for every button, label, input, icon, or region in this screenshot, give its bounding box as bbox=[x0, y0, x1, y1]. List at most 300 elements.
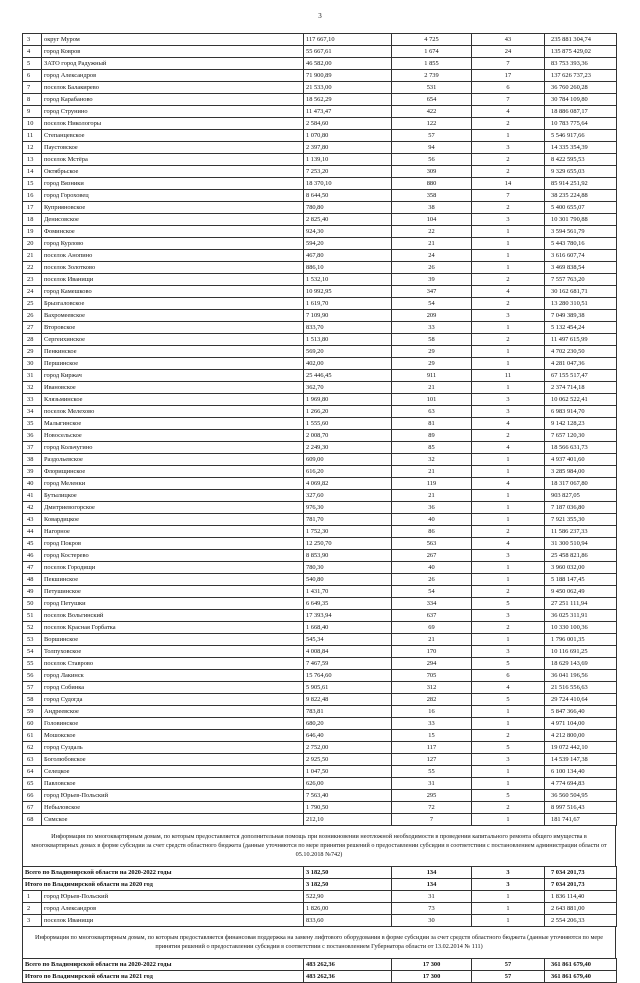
row-number: 20 bbox=[23, 238, 42, 250]
table-row bbox=[23, 903, 617, 915]
municipality-name: город Покров bbox=[42, 538, 304, 550]
total-amount: 361 861 679,40 bbox=[545, 959, 617, 971]
amount-cell: 10 783 775,64 bbox=[545, 118, 617, 130]
row-number: 33 bbox=[23, 394, 42, 406]
amount-cell: 7 557 763,20 bbox=[545, 274, 617, 286]
houses-cell: 1 bbox=[472, 706, 545, 718]
residents-cell: 295 bbox=[392, 790, 472, 802]
residents-cell: 1 674 bbox=[392, 46, 472, 58]
table-row bbox=[23, 778, 617, 790]
area-cell: 924,30 bbox=[304, 226, 392, 238]
table-row bbox=[23, 46, 617, 58]
houses-cell: 1 bbox=[472, 358, 545, 370]
table-row bbox=[23, 466, 617, 478]
document-sheet bbox=[22, 33, 616, 983]
amount-cell: 21 516 556,63 bbox=[545, 682, 617, 694]
residents-cell: 29 bbox=[392, 358, 472, 370]
row-number: 44 bbox=[23, 526, 42, 538]
main-table bbox=[22, 33, 617, 826]
area-cell: 7 109,90 bbox=[304, 310, 392, 322]
houses-cell: 5 bbox=[472, 790, 545, 802]
note-elevator-replacement: Информация по многоквартирным домам, по которым предоставляется финансовая поддержка на замену лифтового оборудования в форме субсидии за счет средств областного бюджета (данные уточняются по мере принятия решений о предоставлении субсидии в соответствии с постановлением Губернатора области от 13.02.2014 № 111) bbox=[22, 927, 616, 958]
amount-cell: 181 741,67 bbox=[545, 814, 617, 826]
residents-cell: 21 bbox=[392, 490, 472, 502]
row-number: 3 bbox=[23, 34, 42, 46]
total-residents: 134 bbox=[392, 867, 472, 879]
table-row bbox=[23, 538, 617, 550]
row-number: 51 bbox=[23, 610, 42, 622]
area-cell: 25 446,45 bbox=[304, 370, 392, 382]
row-number: 43 bbox=[23, 514, 42, 526]
houses-cell: 2 bbox=[472, 526, 545, 538]
table-row bbox=[23, 634, 617, 646]
table-row bbox=[23, 118, 617, 130]
municipality-name: город Петушки bbox=[42, 598, 304, 610]
municipality-name: поселок Мелехово bbox=[42, 406, 304, 418]
municipality-name: город Александров bbox=[42, 903, 304, 915]
municipality-name: город Юрьев-Польский bbox=[42, 891, 304, 903]
area-cell: 1 139,10 bbox=[304, 154, 392, 166]
residents-cell: 563 bbox=[392, 538, 472, 550]
amount-cell: 9 329 655,03 bbox=[545, 166, 617, 178]
table-row bbox=[23, 502, 617, 514]
row-number: 49 bbox=[23, 586, 42, 598]
area-cell: 2 397,80 bbox=[304, 142, 392, 154]
area-cell: 1 668,40 bbox=[304, 622, 392, 634]
houses-cell: 1 bbox=[472, 346, 545, 358]
residents-cell: 56 bbox=[392, 154, 472, 166]
table-row bbox=[23, 478, 617, 490]
row-number: 68 bbox=[23, 814, 42, 826]
houses-cell: 4 bbox=[472, 442, 545, 454]
total-residents: 134 bbox=[392, 879, 472, 891]
houses-cell: 3 bbox=[472, 646, 545, 658]
table-row bbox=[23, 298, 617, 310]
total-row bbox=[23, 971, 617, 983]
area-cell: 1 790,50 bbox=[304, 802, 392, 814]
houses-cell: 1 bbox=[472, 262, 545, 274]
municipality-name: поселок Вольгинский bbox=[42, 610, 304, 622]
residents-cell: 119 bbox=[392, 478, 472, 490]
area-cell: 8 644,50 bbox=[304, 190, 392, 202]
row-number: 24 bbox=[23, 286, 42, 298]
amount-cell: 83 753 393,36 bbox=[545, 58, 617, 70]
amount-cell: 29 724 410,64 bbox=[545, 694, 617, 706]
table-row bbox=[23, 454, 617, 466]
area-cell: 1 619,70 bbox=[304, 298, 392, 310]
total-amount: 7 034 201,73 bbox=[545, 867, 617, 879]
houses-cell: 2 bbox=[472, 730, 545, 742]
municipality-name: Толпуховское bbox=[42, 646, 304, 658]
table-row bbox=[23, 58, 617, 70]
municipality-name: Брызгаловское bbox=[42, 298, 304, 310]
table-row bbox=[23, 406, 617, 418]
residents-cell: 101 bbox=[392, 394, 472, 406]
houses-cell: 2 bbox=[472, 166, 545, 178]
table-row bbox=[23, 562, 617, 574]
municipality-name: Октябрьское bbox=[42, 166, 304, 178]
municipality-name: Першинское bbox=[42, 358, 304, 370]
amount-cell: 36 041 196,56 bbox=[545, 670, 617, 682]
total-row bbox=[23, 959, 617, 971]
municipality-name: Петушинское bbox=[42, 586, 304, 598]
residents-cell: 86 bbox=[392, 526, 472, 538]
area-cell: 646,40 bbox=[304, 730, 392, 742]
total-houses: 57 bbox=[472, 971, 545, 983]
houses-cell: 3 bbox=[472, 550, 545, 562]
row-number: 61 bbox=[23, 730, 42, 742]
area-cell: 2 925,50 bbox=[304, 754, 392, 766]
row-number: 63 bbox=[23, 754, 42, 766]
total-residents: 17 300 bbox=[392, 971, 472, 983]
houses-cell: 2 bbox=[472, 622, 545, 634]
area-cell: 2 008,70 bbox=[304, 430, 392, 442]
houses-cell: 2 bbox=[472, 154, 545, 166]
total-area: 483 262,36 bbox=[304, 959, 392, 971]
area-cell: 616,20 bbox=[304, 466, 392, 478]
houses-cell: 6 bbox=[472, 82, 545, 94]
amount-cell: 11 497 615,99 bbox=[545, 334, 617, 346]
amount-cell: 3 616 607,74 bbox=[545, 250, 617, 262]
table-row bbox=[23, 130, 617, 142]
area-cell: 2 825,40 bbox=[304, 214, 392, 226]
residents-cell: 40 bbox=[392, 562, 472, 574]
row-number: 58 bbox=[23, 694, 42, 706]
table-row bbox=[23, 70, 617, 82]
residents-cell: 72 bbox=[392, 802, 472, 814]
houses-cell: 1 bbox=[472, 778, 545, 790]
residents-cell: 33 bbox=[392, 718, 472, 730]
table-row bbox=[23, 346, 617, 358]
municipality-name: поселок Иванищи bbox=[42, 915, 304, 927]
area-cell: 12 250,70 bbox=[304, 538, 392, 550]
area-cell: 18 370,10 bbox=[304, 178, 392, 190]
amount-cell: 135 875 429,02 bbox=[545, 46, 617, 58]
residents-cell: 94 bbox=[392, 142, 472, 154]
table-row bbox=[23, 622, 617, 634]
table-row bbox=[23, 766, 617, 778]
table-row bbox=[23, 394, 617, 406]
municipality-name: город Вязники bbox=[42, 178, 304, 190]
table-row bbox=[23, 706, 617, 718]
municipality-name: Паустовское bbox=[42, 142, 304, 154]
amount-cell: 2 643 881,00 bbox=[545, 903, 617, 915]
houses-cell: 2 bbox=[472, 274, 545, 286]
municipality-name: город Струнино bbox=[42, 106, 304, 118]
table-row bbox=[23, 754, 617, 766]
amount-cell: 6 983 914,70 bbox=[545, 406, 617, 418]
table-row bbox=[23, 730, 617, 742]
amount-cell: 18 629 143,69 bbox=[545, 658, 617, 670]
houses-cell: 2 bbox=[472, 802, 545, 814]
residents-cell: 309 bbox=[392, 166, 472, 178]
houses-cell: 3 bbox=[472, 406, 545, 418]
residents-cell: 705 bbox=[392, 670, 472, 682]
row-number: 17 bbox=[23, 202, 42, 214]
residents-cell: 637 bbox=[392, 610, 472, 622]
amount-cell: 4 937 401,60 bbox=[545, 454, 617, 466]
amount-cell: 13 280 310,51 bbox=[545, 298, 617, 310]
row-number: 66 bbox=[23, 790, 42, 802]
municipality-name: Раздольевское bbox=[42, 454, 304, 466]
residents-cell: 24 bbox=[392, 250, 472, 262]
houses-cell: 3 bbox=[472, 142, 545, 154]
residents-cell: 294 bbox=[392, 658, 472, 670]
row-number: 1 bbox=[23, 891, 42, 903]
row-number: 4 bbox=[23, 46, 42, 58]
table-row bbox=[23, 814, 617, 826]
total-houses: 57 bbox=[472, 959, 545, 971]
municipality-name: Ивановское bbox=[42, 382, 304, 394]
area-cell: 7 563,40 bbox=[304, 790, 392, 802]
area-cell: 833,60 bbox=[304, 915, 392, 927]
residents-cell: 422 bbox=[392, 106, 472, 118]
houses-cell: 1 bbox=[472, 226, 545, 238]
municipality-name: Клязьминское bbox=[42, 394, 304, 406]
row-number: 10 bbox=[23, 118, 42, 130]
municipality-name: город Суздаль bbox=[42, 742, 304, 754]
municipality-name: Нагорное bbox=[42, 526, 304, 538]
residents-cell: 39 bbox=[392, 274, 472, 286]
area-cell: 626,00 bbox=[304, 778, 392, 790]
area-cell: 5 905,61 bbox=[304, 682, 392, 694]
area-cell: 15 764,60 bbox=[304, 670, 392, 682]
residents-cell: 81 bbox=[392, 418, 472, 430]
amount-cell: 18 317 067,80 bbox=[545, 478, 617, 490]
amount-cell: 7 921 355,30 bbox=[545, 514, 617, 526]
residents-cell: 21 bbox=[392, 238, 472, 250]
area-cell: 7 253,20 bbox=[304, 166, 392, 178]
residents-cell: 33 bbox=[392, 322, 472, 334]
table-row bbox=[23, 586, 617, 598]
area-cell: 569,20 bbox=[304, 346, 392, 358]
residents-cell: 32 bbox=[392, 454, 472, 466]
amount-cell: 67 155 517,47 bbox=[545, 370, 617, 382]
residents-cell: 880 bbox=[392, 178, 472, 190]
residents-cell: 531 bbox=[392, 82, 472, 94]
table-row bbox=[23, 202, 617, 214]
residents-cell: 36 bbox=[392, 502, 472, 514]
row-number: 16 bbox=[23, 190, 42, 202]
houses-cell: 4 bbox=[472, 478, 545, 490]
table-row bbox=[23, 334, 617, 346]
table-row bbox=[23, 178, 617, 190]
amount-cell: 903 827,05 bbox=[545, 490, 617, 502]
row-number: 3 bbox=[23, 915, 42, 927]
total-row bbox=[23, 879, 617, 891]
amount-cell: 3 285 984,00 bbox=[545, 466, 617, 478]
houses-cell: 3 bbox=[472, 610, 545, 622]
row-number: 34 bbox=[23, 406, 42, 418]
area-cell: 212,10 bbox=[304, 814, 392, 826]
houses-cell: 7 bbox=[472, 190, 545, 202]
municipality-name: поселок Золотково bbox=[42, 262, 304, 274]
row-number: 53 bbox=[23, 634, 42, 646]
municipality-name: Небыловское bbox=[42, 802, 304, 814]
houses-cell: 3 bbox=[472, 394, 545, 406]
houses-cell: 4 bbox=[472, 106, 545, 118]
houses-cell: 1 bbox=[472, 490, 545, 502]
residents-cell: 209 bbox=[392, 310, 472, 322]
total-label: Всего по Владимирской области на 2020-2022 годы bbox=[23, 959, 304, 971]
municipality-name: Ковардицкое bbox=[42, 514, 304, 526]
total-residents: 17 300 bbox=[392, 959, 472, 971]
amount-cell: 19 072 442,10 bbox=[545, 742, 617, 754]
area-cell: 1 555,60 bbox=[304, 418, 392, 430]
amount-cell: 5 188 147,45 bbox=[545, 574, 617, 586]
row-number: 37 bbox=[23, 442, 42, 454]
row-number: 65 bbox=[23, 778, 42, 790]
houses-cell: 1 bbox=[472, 514, 545, 526]
houses-cell: 1 bbox=[472, 322, 545, 334]
houses-cell: 2 bbox=[472, 202, 545, 214]
area-cell: 1 047,50 bbox=[304, 766, 392, 778]
amount-cell: 235 881 304,74 bbox=[545, 34, 617, 46]
table-row bbox=[23, 550, 617, 562]
houses-cell: 1 bbox=[472, 891, 545, 903]
area-cell: 1 752,30 bbox=[304, 526, 392, 538]
area-cell: 117 667,10 bbox=[304, 34, 392, 46]
totals-table-2 bbox=[22, 958, 617, 983]
row-number: 26 bbox=[23, 310, 42, 322]
municipality-name: Дмитриевогорское bbox=[42, 502, 304, 514]
table-row bbox=[23, 646, 617, 658]
row-number: 7 bbox=[23, 82, 42, 94]
table-row bbox=[23, 286, 617, 298]
residents-cell: 127 bbox=[392, 754, 472, 766]
area-cell: 10 992,95 bbox=[304, 286, 392, 298]
amount-cell: 8 422 595,53 bbox=[545, 154, 617, 166]
amount-cell: 9 142 128,23 bbox=[545, 418, 617, 430]
municipality-name: город Судогда bbox=[42, 694, 304, 706]
amount-cell: 7 657 120,30 bbox=[545, 430, 617, 442]
residents-cell: 21 bbox=[392, 466, 472, 478]
table-row bbox=[23, 670, 617, 682]
area-cell: 2 249,30 bbox=[304, 442, 392, 454]
area-cell: 780,30 bbox=[304, 562, 392, 574]
table-row bbox=[23, 574, 617, 586]
row-number: 36 bbox=[23, 430, 42, 442]
amount-cell: 4 212 800,00 bbox=[545, 730, 617, 742]
municipality-name: город Камешково bbox=[42, 286, 304, 298]
residents-cell: 104 bbox=[392, 214, 472, 226]
table-row bbox=[23, 790, 617, 802]
amount-cell: 2 554 206,33 bbox=[545, 915, 617, 927]
houses-cell: 5 bbox=[472, 694, 545, 706]
total-houses: 3 bbox=[472, 867, 545, 879]
municipality-name: город Карабаново bbox=[42, 94, 304, 106]
amount-cell: 5 443 780,16 bbox=[545, 238, 617, 250]
amount-cell: 5 847 366,40 bbox=[545, 706, 617, 718]
area-cell: 1 431,70 bbox=[304, 586, 392, 598]
municipality-name: Боголюбовское bbox=[42, 754, 304, 766]
amount-cell: 30 162 681,71 bbox=[545, 286, 617, 298]
area-cell: 833,70 bbox=[304, 322, 392, 334]
residents-cell: 2 739 bbox=[392, 70, 472, 82]
municipality-name: поселок Анопино bbox=[42, 250, 304, 262]
area-cell: 71 900,89 bbox=[304, 70, 392, 82]
amount-cell: 27 251 111,94 bbox=[545, 598, 617, 610]
residents-cell: 911 bbox=[392, 370, 472, 382]
amount-cell: 4 971 104,00 bbox=[545, 718, 617, 730]
houses-cell: 2 bbox=[472, 118, 545, 130]
area-cell: 21 533,00 bbox=[304, 82, 392, 94]
amount-cell: 36 760 260,28 bbox=[545, 82, 617, 94]
amount-cell: 5 132 454,24 bbox=[545, 322, 617, 334]
row-number: 56 bbox=[23, 670, 42, 682]
area-cell: 362,70 bbox=[304, 382, 392, 394]
row-number: 6 bbox=[23, 70, 42, 82]
municipality-name: Головинское bbox=[42, 718, 304, 730]
residents-cell: 334 bbox=[392, 598, 472, 610]
municipality-name: Мошокское bbox=[42, 730, 304, 742]
table-row bbox=[23, 490, 617, 502]
row-number: 5 bbox=[23, 58, 42, 70]
row-number: 42 bbox=[23, 502, 42, 514]
houses-cell: 7 bbox=[472, 94, 545, 106]
amount-cell: 18 566 631,73 bbox=[545, 442, 617, 454]
row-number: 19 bbox=[23, 226, 42, 238]
houses-cell: 4 bbox=[472, 418, 545, 430]
row-number: 52 bbox=[23, 622, 42, 634]
area-cell: 1 266,20 bbox=[304, 406, 392, 418]
area-cell: 8 853,90 bbox=[304, 550, 392, 562]
houses-cell: 1 bbox=[472, 502, 545, 514]
total-houses: 3 bbox=[472, 879, 545, 891]
residents-cell: 21 bbox=[392, 634, 472, 646]
houses-cell: 4 bbox=[472, 286, 545, 298]
houses-cell: 1 bbox=[472, 130, 545, 142]
houses-cell: 1 bbox=[472, 634, 545, 646]
area-cell: 2 584,60 bbox=[304, 118, 392, 130]
table-row bbox=[23, 106, 617, 118]
amount-cell: 14 335 354,39 bbox=[545, 142, 617, 154]
area-cell: 594,20 bbox=[304, 238, 392, 250]
houses-cell: 43 bbox=[472, 34, 545, 46]
row-number: 2 bbox=[23, 903, 42, 915]
houses-cell: 1 bbox=[472, 250, 545, 262]
municipality-name: город Костерево bbox=[42, 550, 304, 562]
amount-cell: 85 914 251,92 bbox=[545, 178, 617, 190]
area-cell: 976,30 bbox=[304, 502, 392, 514]
amount-cell: 137 626 737,23 bbox=[545, 70, 617, 82]
municipality-name: город Гороховец bbox=[42, 190, 304, 202]
houses-cell: 5 bbox=[472, 742, 545, 754]
municipality-name: Вахромеевское bbox=[42, 310, 304, 322]
municipality-name: поселок Ставрово bbox=[42, 658, 304, 670]
houses-cell: 2 bbox=[472, 298, 545, 310]
table-row bbox=[23, 166, 617, 178]
area-cell: 11 473,47 bbox=[304, 106, 392, 118]
residents-cell: 31 bbox=[392, 778, 472, 790]
municipality-name: Сергеихинское bbox=[42, 334, 304, 346]
area-cell: 783,81 bbox=[304, 706, 392, 718]
residents-cell: 63 bbox=[392, 406, 472, 418]
table-row bbox=[23, 658, 617, 670]
residents-cell: 16 bbox=[392, 706, 472, 718]
residents-cell: 58 bbox=[392, 334, 472, 346]
table-row bbox=[23, 154, 617, 166]
table-row bbox=[23, 274, 617, 286]
table-row bbox=[23, 610, 617, 622]
row-number: 50 bbox=[23, 598, 42, 610]
residents-cell: 358 bbox=[392, 190, 472, 202]
houses-cell: 1 bbox=[472, 466, 545, 478]
table-row bbox=[23, 322, 617, 334]
residents-cell: 7 bbox=[392, 814, 472, 826]
area-cell: 7 467,59 bbox=[304, 658, 392, 670]
total-label: Итого по Владимирской области на 2020 год bbox=[23, 879, 304, 891]
